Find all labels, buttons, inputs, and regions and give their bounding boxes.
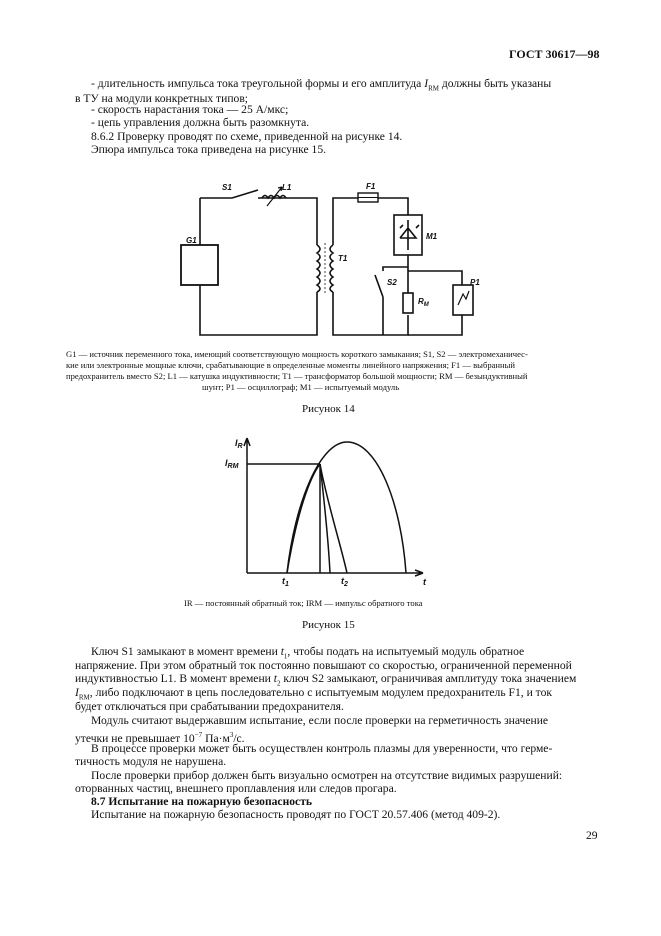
g1-source <box>181 245 218 285</box>
text-run: Ключ S1 замыкают в момент времени <box>91 645 281 658</box>
text-run: индуктивностью L1. В момент времени <box>75 672 274 685</box>
paragraph-line: Модуль считают выдержавшим испытание, если после проверки на герметичность значение <box>91 714 549 727</box>
section-heading: 8.7 Испытание на пожарную безопасность <box>91 795 313 808</box>
subscript: RM <box>78 693 90 702</box>
var: t <box>273 672 277 685</box>
y-axis <box>244 438 250 573</box>
paragraph-line: Испытание на пожарную безопасность проводят по ГОСТ 20.57.406 (метод 409-2). <box>91 808 501 821</box>
list-item: - скорость нарастания тока — 25 А/мкс; <box>91 103 289 116</box>
text-run: - длительность импульса тока треугольной формы и его амплитуда <box>91 77 425 90</box>
caption-line: предохранитель вместо S2; L1 — катушка индуктивности; T1 — трансформатор большой мощности; RM — безындуктивный <box>66 371 528 381</box>
superscript: −7 <box>194 731 203 739</box>
figure-title: Рисунок 14 <box>302 403 355 415</box>
pulse-waveform <box>225 432 440 587</box>
figure15-caption: IR — постоянный обратный ток; IRM — импульс обратного тока <box>184 598 423 608</box>
subscript: 1 <box>283 652 288 661</box>
var: I <box>424 77 429 90</box>
text-run: ключ S2 замыкают, ограничивая амплитуду тока значением <box>280 672 577 685</box>
ramp-curve <box>287 464 320 573</box>
t1-label: $t_1$ <box>282 576 289 587</box>
t2-label: $t_2$ <box>341 576 348 587</box>
decay-curve-1 <box>320 464 330 573</box>
label-f1: F1 <box>366 182 376 191</box>
var: I <box>75 686 79 699</box>
label-t1: T1 <box>338 254 348 263</box>
list-item: - цепь управления должна быть разомкнута. <box>91 116 310 129</box>
circuit-diagram <box>170 175 500 345</box>
text-run: , либо подключают в цепь последовательно с испытуемым модулем предохранитель F1, и ток <box>89 686 553 699</box>
y-axis-label: $I_R$ <box>235 438 243 450</box>
decay-curve-2 <box>320 464 347 573</box>
text-run: утечки не превышает 10 <box>75 731 195 745</box>
text-run: /с. <box>233 731 245 745</box>
t1-primary <box>317 245 320 292</box>
superscript: 3 <box>229 731 234 739</box>
subscript: 2 <box>277 679 281 688</box>
paragraph-line: оторванных частиц, внешнего проплавления или следов прогара. <box>75 782 397 795</box>
text-run: , чтобы подать на испытуемый модуль обратное <box>287 645 525 658</box>
x-axis <box>247 570 423 576</box>
s1-switch <box>232 190 262 198</box>
label-rm: $R_M$ <box>418 297 429 308</box>
paragraph-line: будет отключаться при срабатывании предохранителя. <box>75 700 344 713</box>
irm-label: $I_{RM}$ <box>225 458 239 470</box>
text-run: должны быть указаны <box>438 77 552 90</box>
paragraph-line: В процессе проверки может быть осуществлен контроль плазмы для уверенности, что герме- <box>91 742 553 755</box>
label-s1: S1 <box>222 183 232 192</box>
document-header: ГОСТ 30617—98 <box>509 47 600 61</box>
p1-oscilloscope <box>453 285 473 315</box>
paragraph-line: в ТУ на модули конкретных типов; <box>75 92 249 105</box>
paragraph-line: После проверки прибор должен быть визуально осмотрен на отсутствие видимых разрушений: <box>91 769 563 782</box>
caption-line: кие или электронные мощные ключи, срабатывающие в определенные моменты линейного напряжения; F1 — выбранный <box>66 360 516 370</box>
figure-title: Рисунок 15 <box>302 619 355 631</box>
subscript: RM <box>428 84 439 93</box>
label-p1: P1 <box>470 278 480 287</box>
half-sine-pulse <box>287 442 406 573</box>
label-g1: G1 <box>186 236 197 245</box>
paragraph-line: тичность модуля не нарушена. <box>75 755 227 768</box>
caption-line: G1 — источник переменного тока, имеющий соответствующую мощность короткого замыкания; S1, S2 — электромеханичес- <box>66 349 528 359</box>
paragraph-line: напряжение. При этом обратный ток постоянно повышают со скоростью, ограниченной переменной <box>75 659 572 672</box>
t1-secondary <box>330 245 333 292</box>
paragraph-line: 8.6.2 Проверку проводят по схеме, приведенной на рисунке 14. <box>91 130 403 143</box>
text-run: Па·м <box>202 731 230 745</box>
x-axis-label: t <box>423 577 426 587</box>
caption-line: шунт; P1 — осциллограф; M1 — испытуемый модуль <box>202 382 400 392</box>
var: t <box>280 645 284 658</box>
label-l1: L1 <box>282 183 292 192</box>
diode-symbol <box>400 220 419 250</box>
rm-shunt <box>403 293 413 313</box>
label-s2: S2 <box>387 278 397 287</box>
paragraph-line: Эпюра импульса тока приведена на рисунке 15. <box>91 143 327 156</box>
page-number: 29 <box>586 829 598 842</box>
label-m1: M1 <box>426 232 438 241</box>
